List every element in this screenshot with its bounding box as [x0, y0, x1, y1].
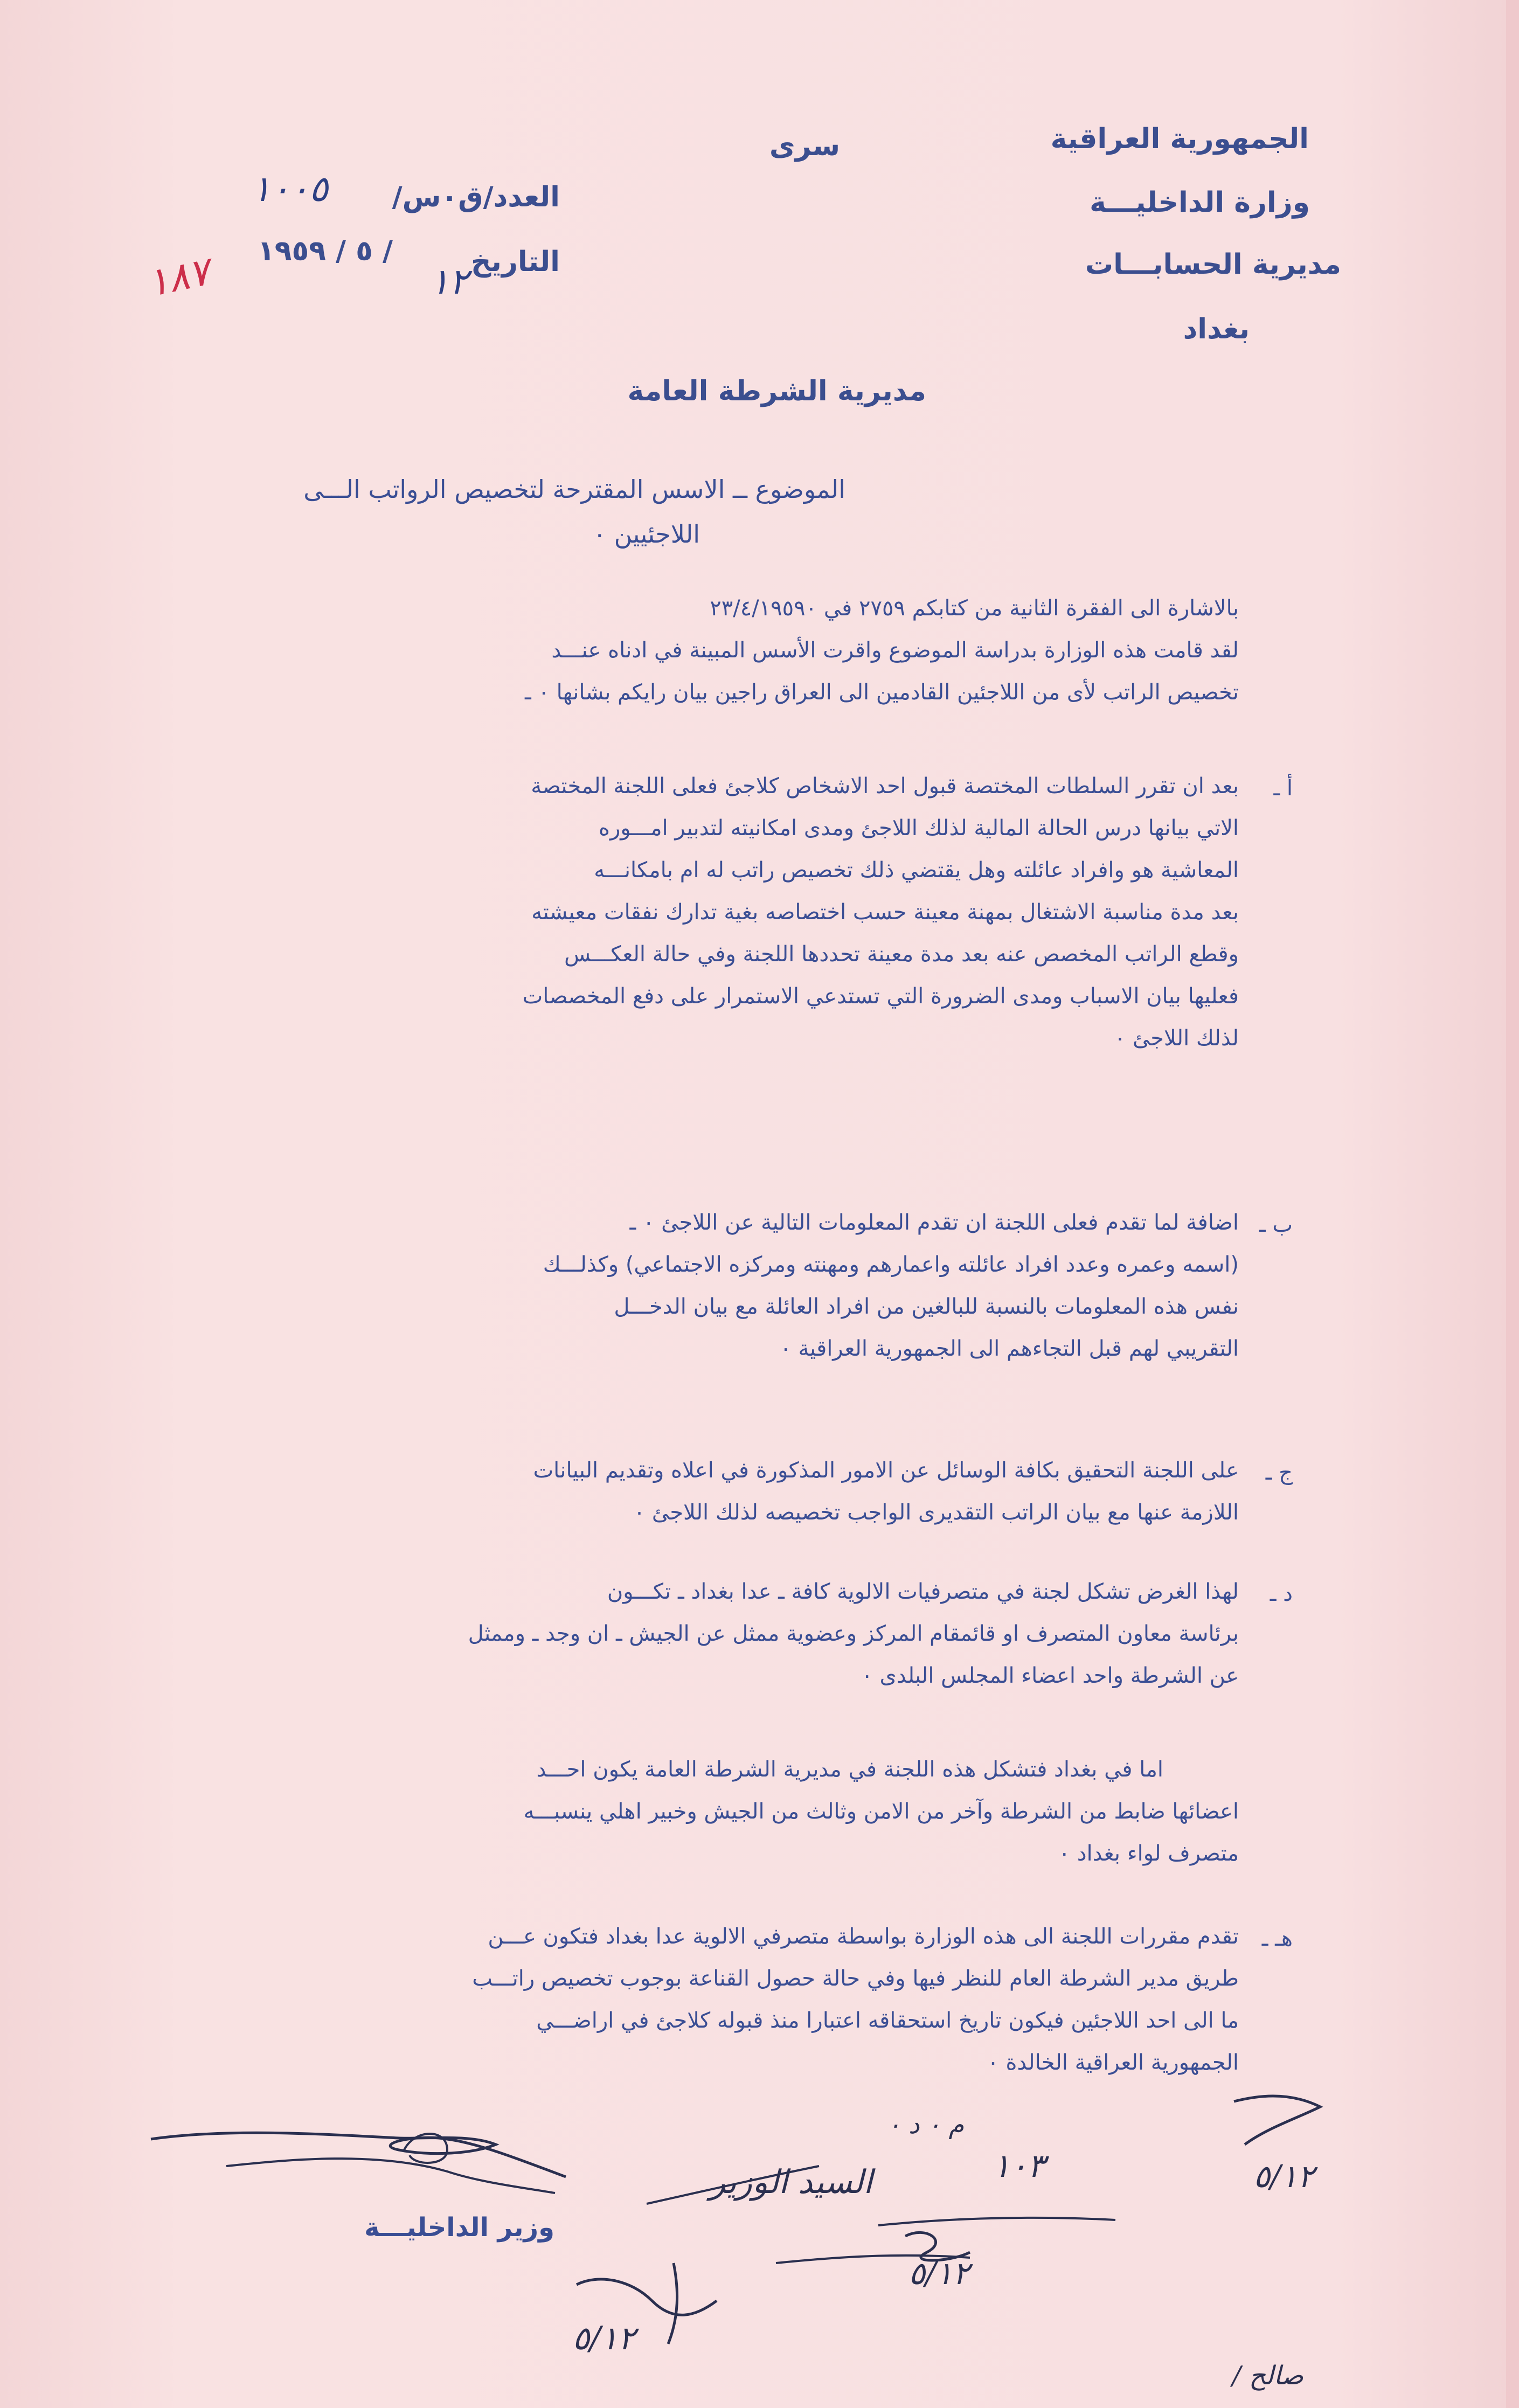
intro-line-1: بالاشارة الى الفقرة الثانية من كتابكم ٢٧٥٩ في ٢٣/٤/١٩٥٩٠	[710, 596, 1239, 621]
paper-edge	[1506, 0, 1519, 2408]
section-c-line-1: على اللجنة التحقيق بكافة الوسائل عن الامور المذكورة في اعلاه وتقديم البيانات	[533, 1458, 1239, 1483]
section-b	[290, 1202, 1239, 1370]
section-b-line-4: التقريبي لهم قبل التجاءهم الى الجمهورية العراقية ٠	[780, 1336, 1239, 1361]
intro-line-3: تخصيص الراتب لأى من اللاجئين القادمين الى العراق راجين بيان رايكم بشانها ٠ ـ	[524, 680, 1239, 705]
handwritten-date-mid: ٥/١٢	[908, 2255, 969, 2292]
handwritten-name: السيد الوزير	[710, 2163, 872, 2201]
right-initial-scribble	[1212, 2085, 1342, 2166]
classification-mark: سرى	[769, 130, 840, 162]
issuer-line-1: الجمهورية العراقية	[1050, 123, 1309, 155]
signatory-title: وزير الداخليـــة	[364, 2212, 554, 2243]
handwritten-number: ١٠٣	[993, 2147, 1045, 2185]
intro-line-2: لقد قامت هذه الوزارة بدراسة الموضوع واقرت الأسس المبينة في ادناه عنـــد	[551, 638, 1239, 663]
date-label: التاريخ	[470, 246, 560, 278]
red-annotation: ١٨٧	[143, 248, 214, 306]
subject-line-1: الموضوع ــ الاسس المقترحة لتخصيص الرواتب الـــى	[303, 475, 845, 504]
date-day: ١٢	[430, 261, 468, 302]
bottom-right-note: صالح /	[1232, 2361, 1303, 2391]
reference-label: العدد/ق٠س/	[392, 181, 560, 213]
section-a-marker: أ ـ	[1273, 776, 1293, 801]
section-b-line-1: اضافة لما تقدم فعلى اللجنة ان تقدم المعلومات التالية عن اللاجئ ٠ ـ	[629, 1210, 1239, 1235]
date-month-year: / ٥ / ١٩٥٩	[257, 235, 393, 267]
section-d-line-2: برئاسة معاون المتصرف او قائمقام المركز وعضوية ممثل عن الجيش ـ ان وجد ـ وممثل	[468, 1621, 1239, 1646]
section-d	[290, 1571, 1239, 1697]
section-d-marker: د ـ	[1270, 1581, 1293, 1606]
section-c-line-2: اللازمة عنها مع بيان الراتب التقديرى الواجب تخصيصه لذلك اللاجئ ٠	[633, 1500, 1239, 1525]
section-e-line-2: طريق مدير الشرطة العام للنظر فيها وفي حالة حصول القناعة بوجوب تخصيص راتـــب	[472, 1966, 1239, 1991]
section-d-line-1: لهذا الغرض تشكل لجنة في متصرفيات الالوية كافة ـ عدا بغداد ـ تكـــون	[607, 1579, 1239, 1604]
section-b-line-2: (اسمه وعمره وعدد افراد عائلته واعمارهم ومهنته ومركزه الاجتماعي) وكذلـــك	[543, 1252, 1239, 1277]
section-a-line-5: وقطع الراتب المخصص عنه بعد مدة معينة تحددها اللجنة وفي حالة العكـــس	[564, 942, 1239, 967]
section-e	[290, 1916, 1239, 2084]
section-d-line-3: عن الشرطة واحد اعضاء المجلس البلدى ٠	[861, 1663, 1239, 1688]
section-a	[290, 765, 1239, 1059]
reference-number: ١٠٠٥	[252, 168, 328, 210]
section-a-line-6: فعليها بيان الاسباب ومدى الضرورة التي تستدعي الاستمرار على دفع المخصصات	[522, 984, 1239, 1009]
baghdad-line-2: اعضائها ضابط من الشرطة وآخر من الامن وثالث من الجيش وخبير اهلي ينسبـــه	[523, 1799, 1239, 1824]
section-e-line-1: تقدم مقررات اللجنة الى هذه الوزارة بواسطة متصرفي الالوية عدا بغداد فتكون عـــن	[488, 1924, 1239, 1949]
subject-line-2: اللاجئيين ٠	[593, 519, 700, 549]
issuer-line-2: وزارة الداخليـــة	[1090, 186, 1310, 219]
section-b-line-3: نفس هذه المعلومات بالنسبة للبالغين من افراد العائلة مع بيان الدخـــل	[614, 1294, 1239, 1319]
section-c-marker: ج ـ	[1265, 1460, 1293, 1485]
section-a-line-3: المعاشية هو وافراد عائلته وهل يقتضي ذلك تخصيص راتب له ام بامكانـــه	[594, 858, 1239, 883]
baghdad-paragraph	[290, 1748, 1239, 1875]
handwritten-date-low: ٥/١٢	[572, 2320, 635, 2357]
handwritten-initials: م ٠ د ٠	[887, 2110, 964, 2139]
handwritten-date-right: ٥/١٢	[1253, 2158, 1314, 2195]
baghdad-line-3: متصرف لواء بغداد ٠	[1058, 1841, 1239, 1866]
section-b-marker: ب ـ	[1259, 1212, 1293, 1237]
issuer-line-4: بغداد	[1183, 313, 1250, 345]
intro-paragraph	[290, 587, 1239, 713]
section-a-line-7: لذلك اللاجئ ٠	[1114, 1026, 1239, 1051]
section-e-line-3: ما الى احد اللاجئين فيكون تاريخ استحقاقه اعتبارا منذ قبوله كلاجئ في اراضـــي	[536, 2008, 1239, 2033]
section-e-line-4: الجمهورية العراقية الخالدة ٠	[987, 2050, 1239, 2075]
minister-signature	[145, 2118, 577, 2204]
issuer-line-3: مديرية الحسابـــات	[1085, 248, 1341, 281]
section-a-line-4: بعد مدة مناسبة الاشتغال بمهنة معينة حسب اختصاصه بغية تدارك نفقات معيشته	[531, 900, 1239, 925]
section-e-marker: هـ ـ	[1261, 1926, 1293, 1951]
section-c	[290, 1449, 1239, 1533]
addressee: مديرية الشرطة العامة	[627, 375, 926, 407]
baghdad-line-1: اما في بغداد فتشكل هذه اللجنة في مديرية الشرطة العامة يكون احـــد	[536, 1757, 1163, 1782]
section-a-line-2: الاتي بيانها درس الحالة المالية لذلك اللاجئ ومدى امكانيته لتدبير امـــوره	[599, 816, 1239, 841]
section-a-line-1: بعد ان تقرر السلطات المختصة قبول احد الاشخاص كلاجئ فعلى اللجنة المختصة	[531, 774, 1239, 799]
middle-scribble	[765, 2215, 981, 2274]
